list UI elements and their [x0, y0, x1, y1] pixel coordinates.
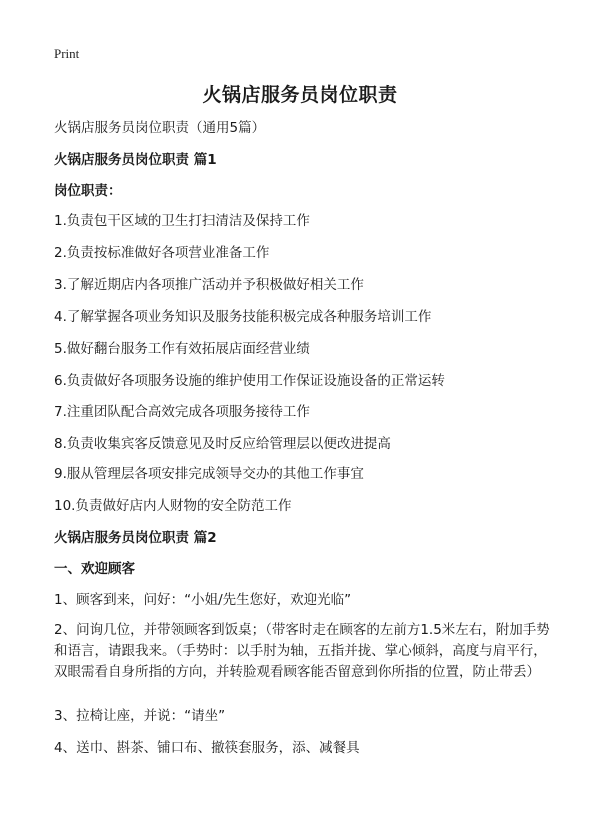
print-label: Print	[54, 46, 80, 61]
list-item: 1.负责包干区域的卫生打扫清洁及保持工作	[54, 213, 310, 229]
list-item: 5.做好翻台服务工作有效拓展店面经营业绩	[54, 341, 310, 357]
list-item: 4.了解掌握各项业务知识及服务技能积极完成各种服务培训工作	[54, 309, 432, 325]
list-item: 8.负责收集宾客反馈意见及时反应给管理层以便改进提高	[54, 436, 391, 452]
list-item: 9.服从管理层各项安排完成领导交办的其他工作事宜	[54, 466, 364, 482]
list-item: 4、送巾、斟茶、铺口布、撤筷套服务，添、减餐具	[54, 740, 360, 756]
section1-subheading: 岗位职责：	[54, 183, 122, 199]
list-item: 2、问询几位，并带领顾客到饭桌；（带客时走在顾客的左前方1.5米左右，附加手势和语言，请跟我来。（手势时：以手肘为轴，五指并拢、掌心倾斜，高度与肩平行，双眼需看自身所指的方向，并转脸观看顾客能否留意到你所指的位置，防止带丢）	[54, 622, 550, 680]
list-item: 1、顾客到来，问好：“小姐/先生您好，欢迎光临”	[54, 592, 352, 608]
list-item: 3.了解近期店内各项推广活动并予积极做好相关工作	[54, 277, 364, 293]
list-item: 7.注重团队配合高效完成各项服务接待工作	[54, 404, 310, 420]
section1-heading: 火锅店服务员岗位职责 篇1	[54, 152, 217, 168]
section2-subheading: 一、欢迎顾客	[54, 561, 135, 577]
document-title: 火锅店服务员岗位职责	[202, 84, 398, 106]
list-item: 10.负责做好店内人财物的安全防范工作	[54, 498, 292, 514]
list-item: 3、拉椅让座，并说：“请坐”	[54, 708, 226, 724]
list-item: 2.负责按标准做好各项营业准备工作	[54, 245, 270, 261]
section2-heading: 火锅店服务员岗位职责 篇2	[54, 530, 217, 546]
list-item: 6.负责做好各项服务设施的维护使用工作保证设施设备的正常运转	[54, 373, 445, 389]
document-subtitle: 火锅店服务员岗位职责（通用5篇）	[54, 120, 266, 136]
